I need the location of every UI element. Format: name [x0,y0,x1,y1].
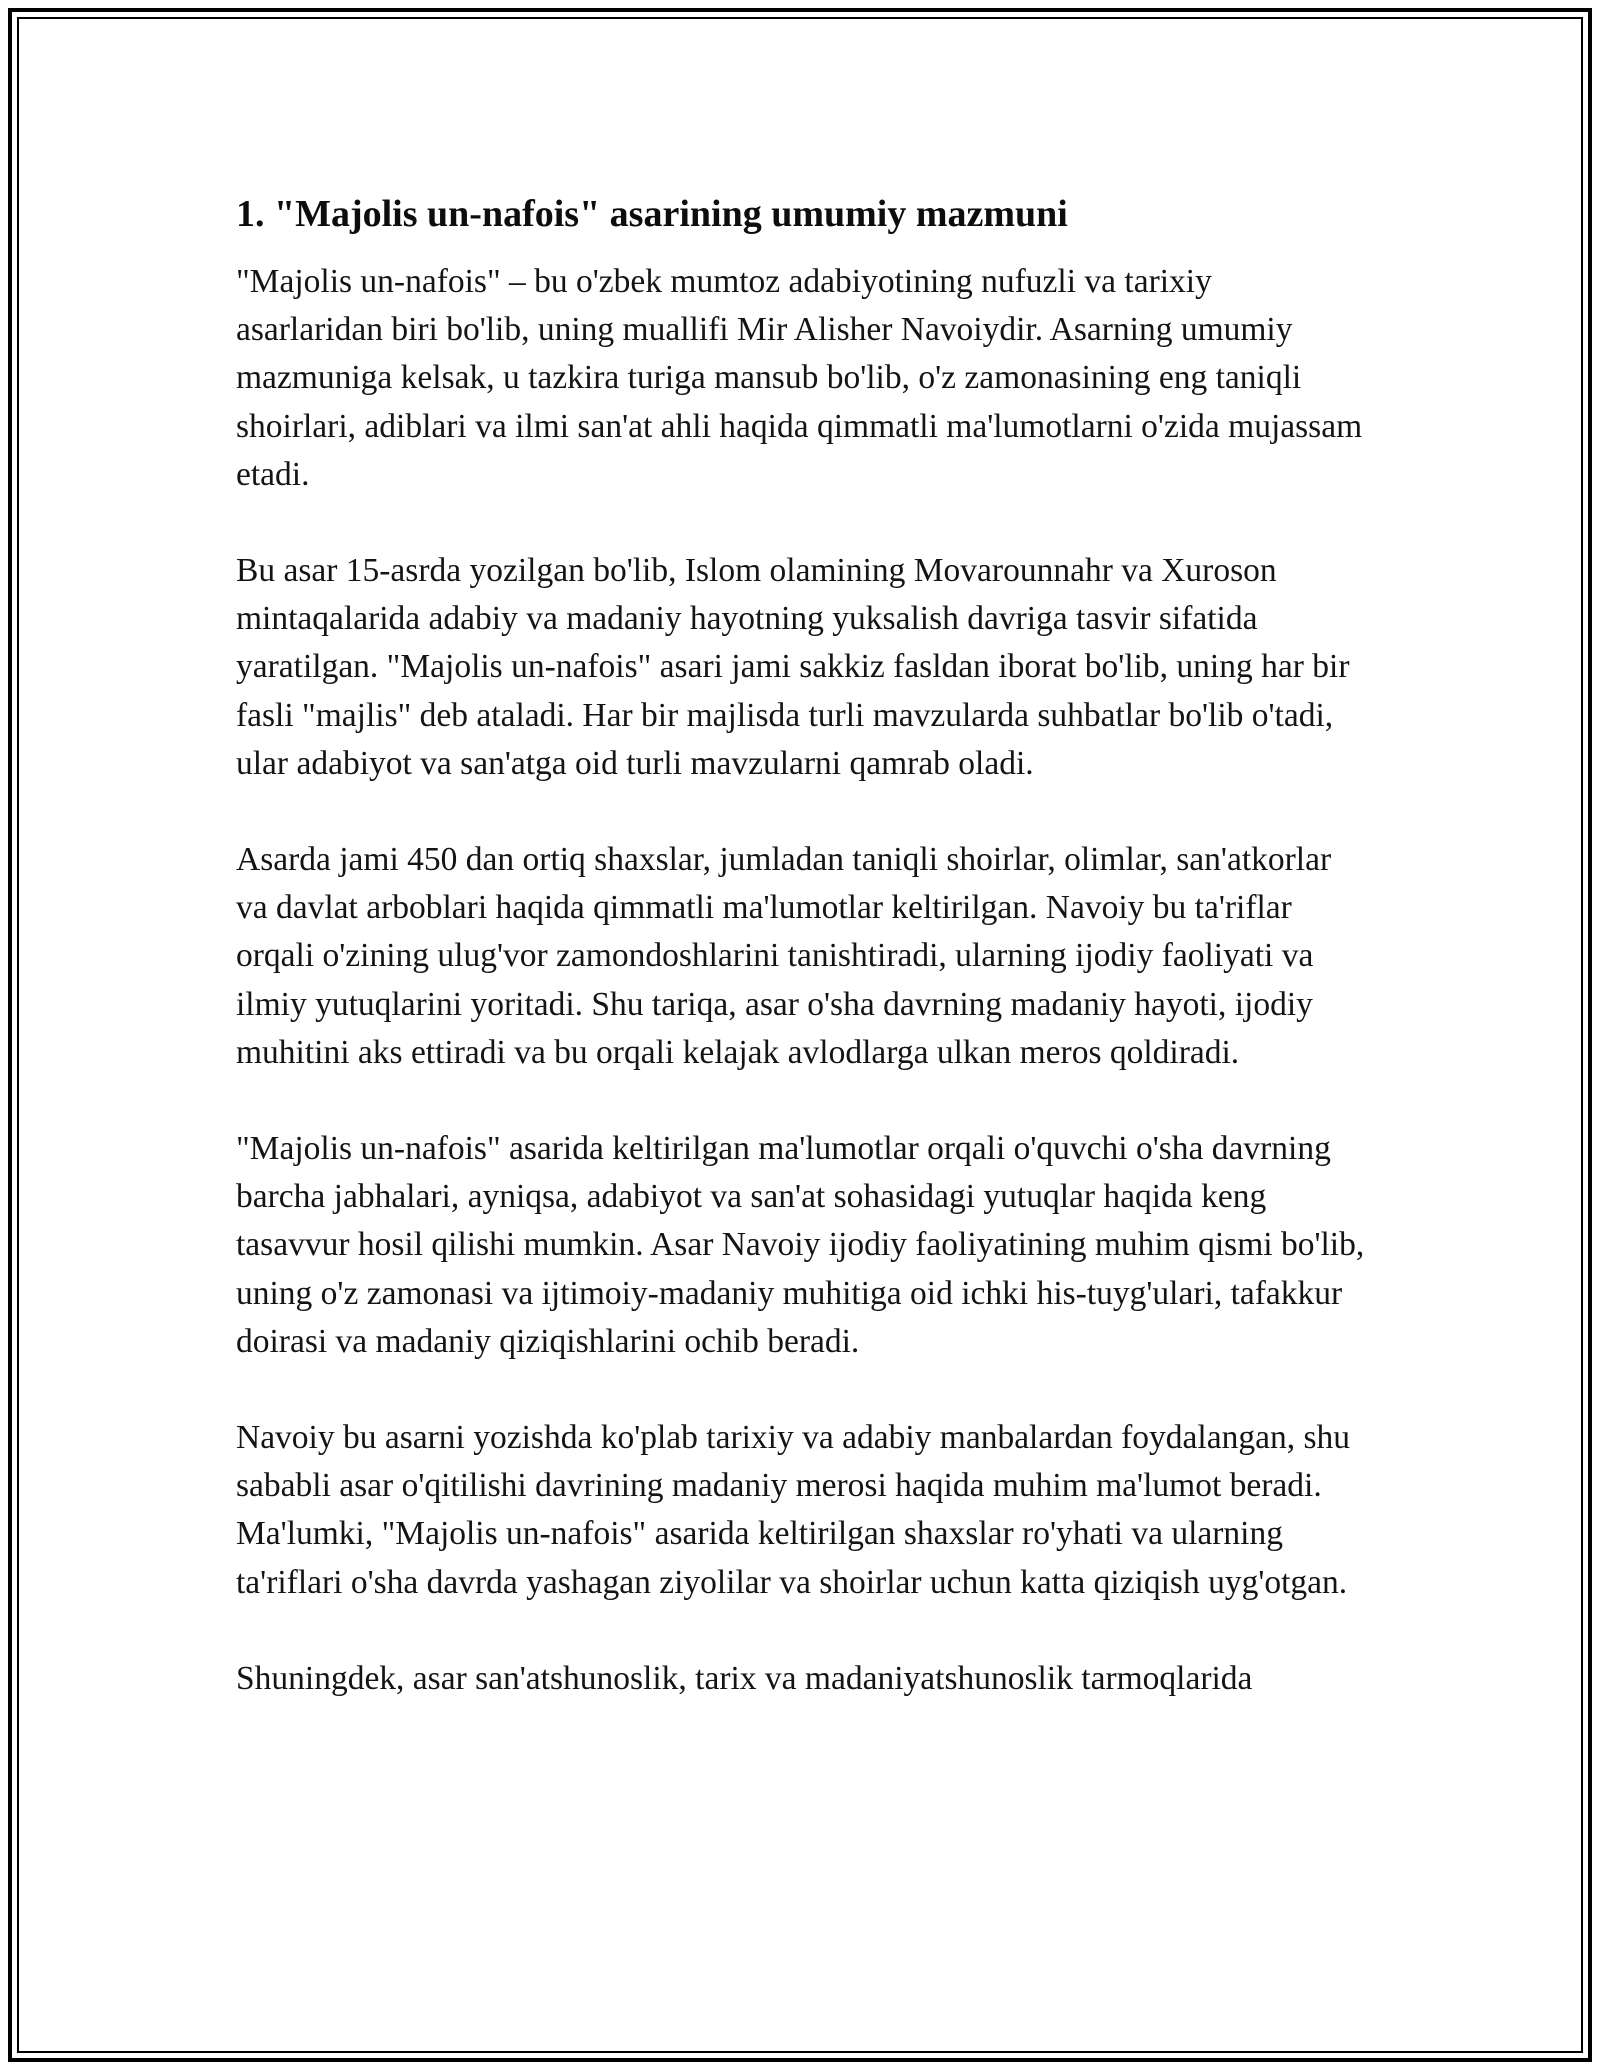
paragraph-2: Bu asar 15-asrda yozilgan bo'lib, Islom olamining Movarounnahr va Xuroson mintaqalarida adabiy va madaniy hayotning yuksalish davriga tasvir sifatida yaratilgan. "Majolis un-nafois" asari jami sakkiz fasldan iborat bo'lib, uning har bir fasli "majlis" deb ataladi. Har bir majlisda turli mavzularda suhbatlar bo'lib o'tadi, ular adabiyot va san'atga oid turli mavzularni qamrab oladi. [236,552,1350,782]
paragraph-4: "Majolis un-nafois" asarida keltirilgan ma'lumotlar orqali o'quvchi o'sha davrning barcha jabhalari, ayniqsa, adabiyot va san'at sohasidagi yutuqlar haqida keng tasavvur hosil qilishi mumkin. Asar Navoiy ijodiy faoliyatining muhim qismi bo'lib, uning o'z zamonasi va ijtimoiy-madaniy muhitiga oid ichki his-tuyg'ulari, tafakkur doirasi va madaniy qiziqishlarini ochib beradi. [236,1130,1365,1360]
paragraph-3: Asarda jami 450 dan ortiq shaxslar, jumladan taniqli shoirlar, olimlar, san'atkorlar va davlat arboblari haqida qimmatli ma'lumotlar keltirilgan. Navoiy bu ta'riflar orqali o'zining ulug'vor zamondoshlarini tanishtiradi, ularning ijodiy faoliyati va ilmiy yutuqlarini yoritadi. Shu tariqa, asar o'sha davrning madaniy hayoti, ijodiy muhitini aks ettiradi va bu orqali kelajak avlodlarga ulkan meros qoldiradi. [236,841,1332,1071]
paragraph-5: Navoiy bu asarni yozishda ko'plab tarixiy va adabiy manbalardan foydalangan, shu sababli asar o'qitilishi davrining madaniy merosi haqida muhim ma'lumot beradi. Ma'lumki, "Majolis un-nafois" asarida keltirilgan shaxslar ro'yhati va ularning ta'riflari o'sha davrda yashagan ziyolilar va shoirlar uchun katta qiziqish uyg'otgan. [236,1419,1350,1601]
paragraph-1: "Majolis un-nafois" – bu o'zbek mumtoz adabiyotining nufuzli va tarixiy asarlaridan biri bo'lib, uning muallifi Mir Alisher Navoiydir. Asarning umumiy mazmuniga kelsak, u tazkira turiga mansub bo'lib, o'z zamonasining eng taniqli shoirlari, adiblari va ilmi san'at ahli haqida qimmatli ma'lumotlarni o'zida mujassam etadi. [236,263,1363,493]
paragraph-6: Shuningdek, asar san'atshunoslik, tarix va madaniyatshunoslik tarmoqlarida [236,1659,1253,1697]
section-heading: 1. "Majolis un-nafois" asarining umumiy mazmuni [236,193,1068,235]
document-body [236,190,1366,1751]
